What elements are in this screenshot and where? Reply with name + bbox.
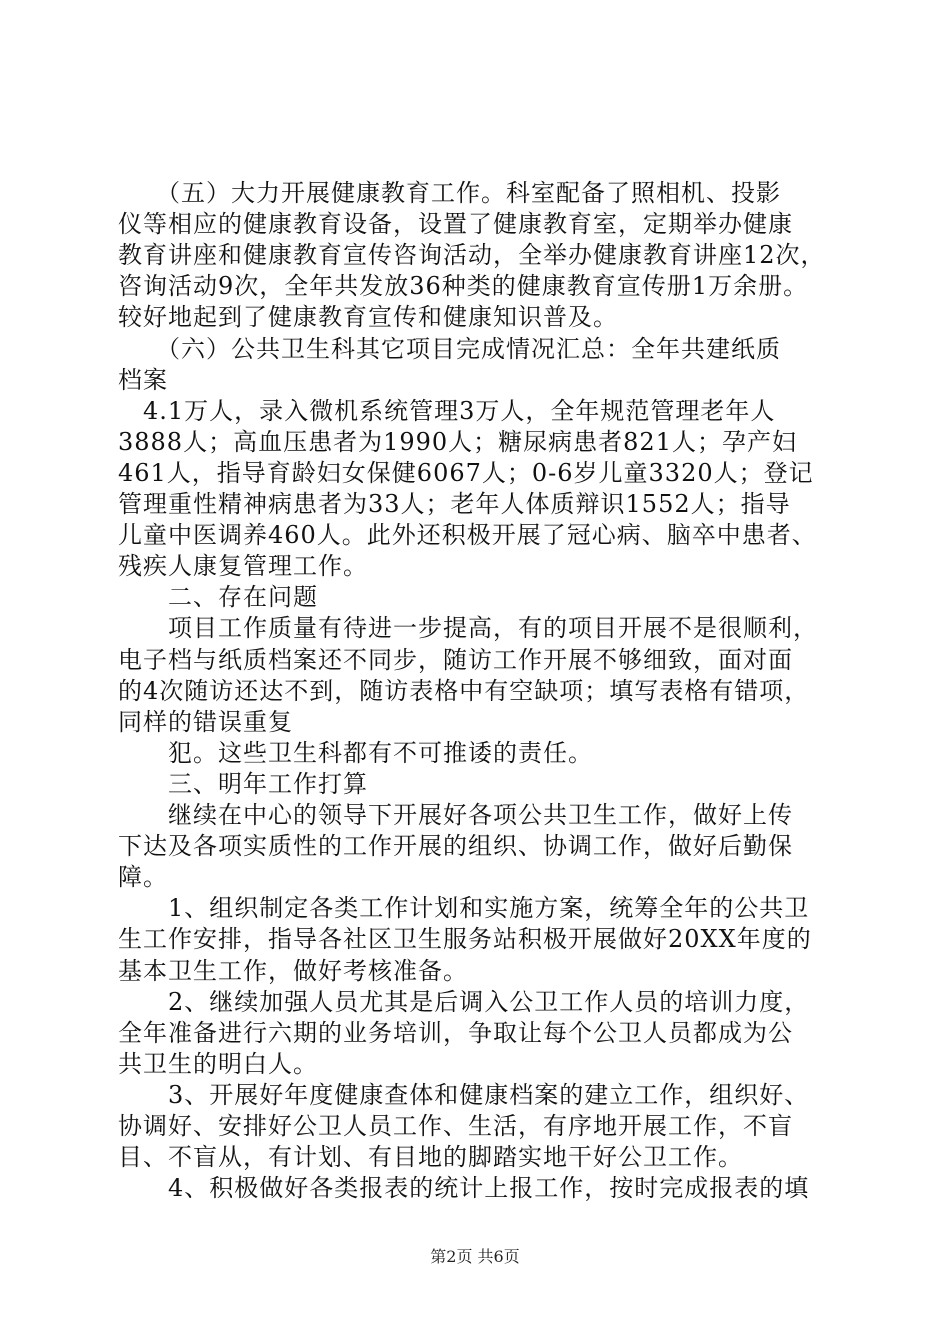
text-line: 3888人；高血压患者为1990人；糖尿病患者821人；孕产妇: [118, 428, 797, 456]
text-line: 项目工作质量有待进一步提高，有的项目开展不是很顺利，: [118, 614, 818, 642]
text-line: 协调好、安排好公卫人员工作、生活，有序地开展工作，不盲: [118, 1112, 793, 1140]
text-line: 1、组织制定各类工作计划和实施方案，统筹全年的公共卫: [118, 894, 810, 922]
text-line: 较好地起到了健康教育宣传和健康知识普及。: [118, 303, 618, 331]
text-line: 咨询活动9次，全年共发放36种类的健康教育宣传册1万余册。: [118, 272, 809, 300]
text-line: 基本卫生工作，做好考核准备。: [118, 957, 468, 985]
text-line: 的4次随访还达不到，随访表格中有空缺项；填写表格有错项，: [118, 677, 810, 705]
text-line: 电子档与纸质档案还不同步，随访工作开展不够细致，面对面: [118, 646, 793, 674]
text-line: 教育讲座和健康教育宣传咨询活动，全举办健康教育讲座12次，: [118, 241, 826, 269]
text-line: 共卫生的明白人。: [118, 1050, 318, 1078]
text-line: （五）大力开展健康教育工作。科室配备了照相机、投影: [118, 179, 781, 207]
text-line: 犯。这些卫生科都有不可推诿的责任。: [118, 739, 593, 767]
section-heading: 二、存在问题: [118, 583, 318, 611]
text-line: 残疾人康复管理工作。: [118, 552, 368, 580]
text-line: 4、积极做好各类报表的统计上报工作，按时完成报表的填: [118, 1174, 810, 1202]
section-heading: 三、明年工作打算: [118, 770, 368, 798]
text-line: 3、开展好年度健康查体和健康档案的建立工作，组织好、: [118, 1081, 810, 1109]
text-line: 档案: [118, 366, 168, 394]
text-line: 同样的错误重复: [118, 708, 293, 736]
text-line: 继续在中心的领导下开展好各项公共卫生工作，做好上传: [118, 801, 793, 829]
text-line: （六）公共卫生科其它项目完成情况汇总：全年共建纸质: [118, 335, 781, 363]
text-line: 儿童中医调养460人。此外还积极开展了冠心病、脑卒中患者、: [118, 521, 817, 549]
text-line: 障。: [118, 863, 168, 891]
text-line: 生工作安排，指导各社区卫生服务站积极开展做好20XX年度的: [118, 925, 812, 953]
text-line: 目、不盲从，有计划、有目地的脚踏实地干好公卫工作。: [118, 1143, 743, 1171]
page-number: 第2页 共6页: [430, 1247, 520, 1266]
text-line: 管理重性精神病患者为33人；老年人体质辩识1552人；指导: [118, 490, 791, 518]
text-line: 2、继续加强人员尤其是后调入公卫工作人员的培训力度，: [118, 988, 810, 1016]
text-line: 仪等相应的健康教育设备，设置了健康教育室，定期举办健康: [118, 210, 793, 238]
text-line: 461人，指导育龄妇女保健6067人；0-6岁儿童3320人；登记: [118, 459, 814, 487]
text-line: 全年准备进行六期的业务培训，争取让每个公卫人员都成为公: [118, 1019, 793, 1047]
text-line: 4.1万人，录入微机系统管理3万人，全年规范管理老年人: [118, 397, 776, 425]
text-line: 下达及各项实质性的工作开展的组织、协调工作，做好后勤保: [118, 832, 793, 860]
